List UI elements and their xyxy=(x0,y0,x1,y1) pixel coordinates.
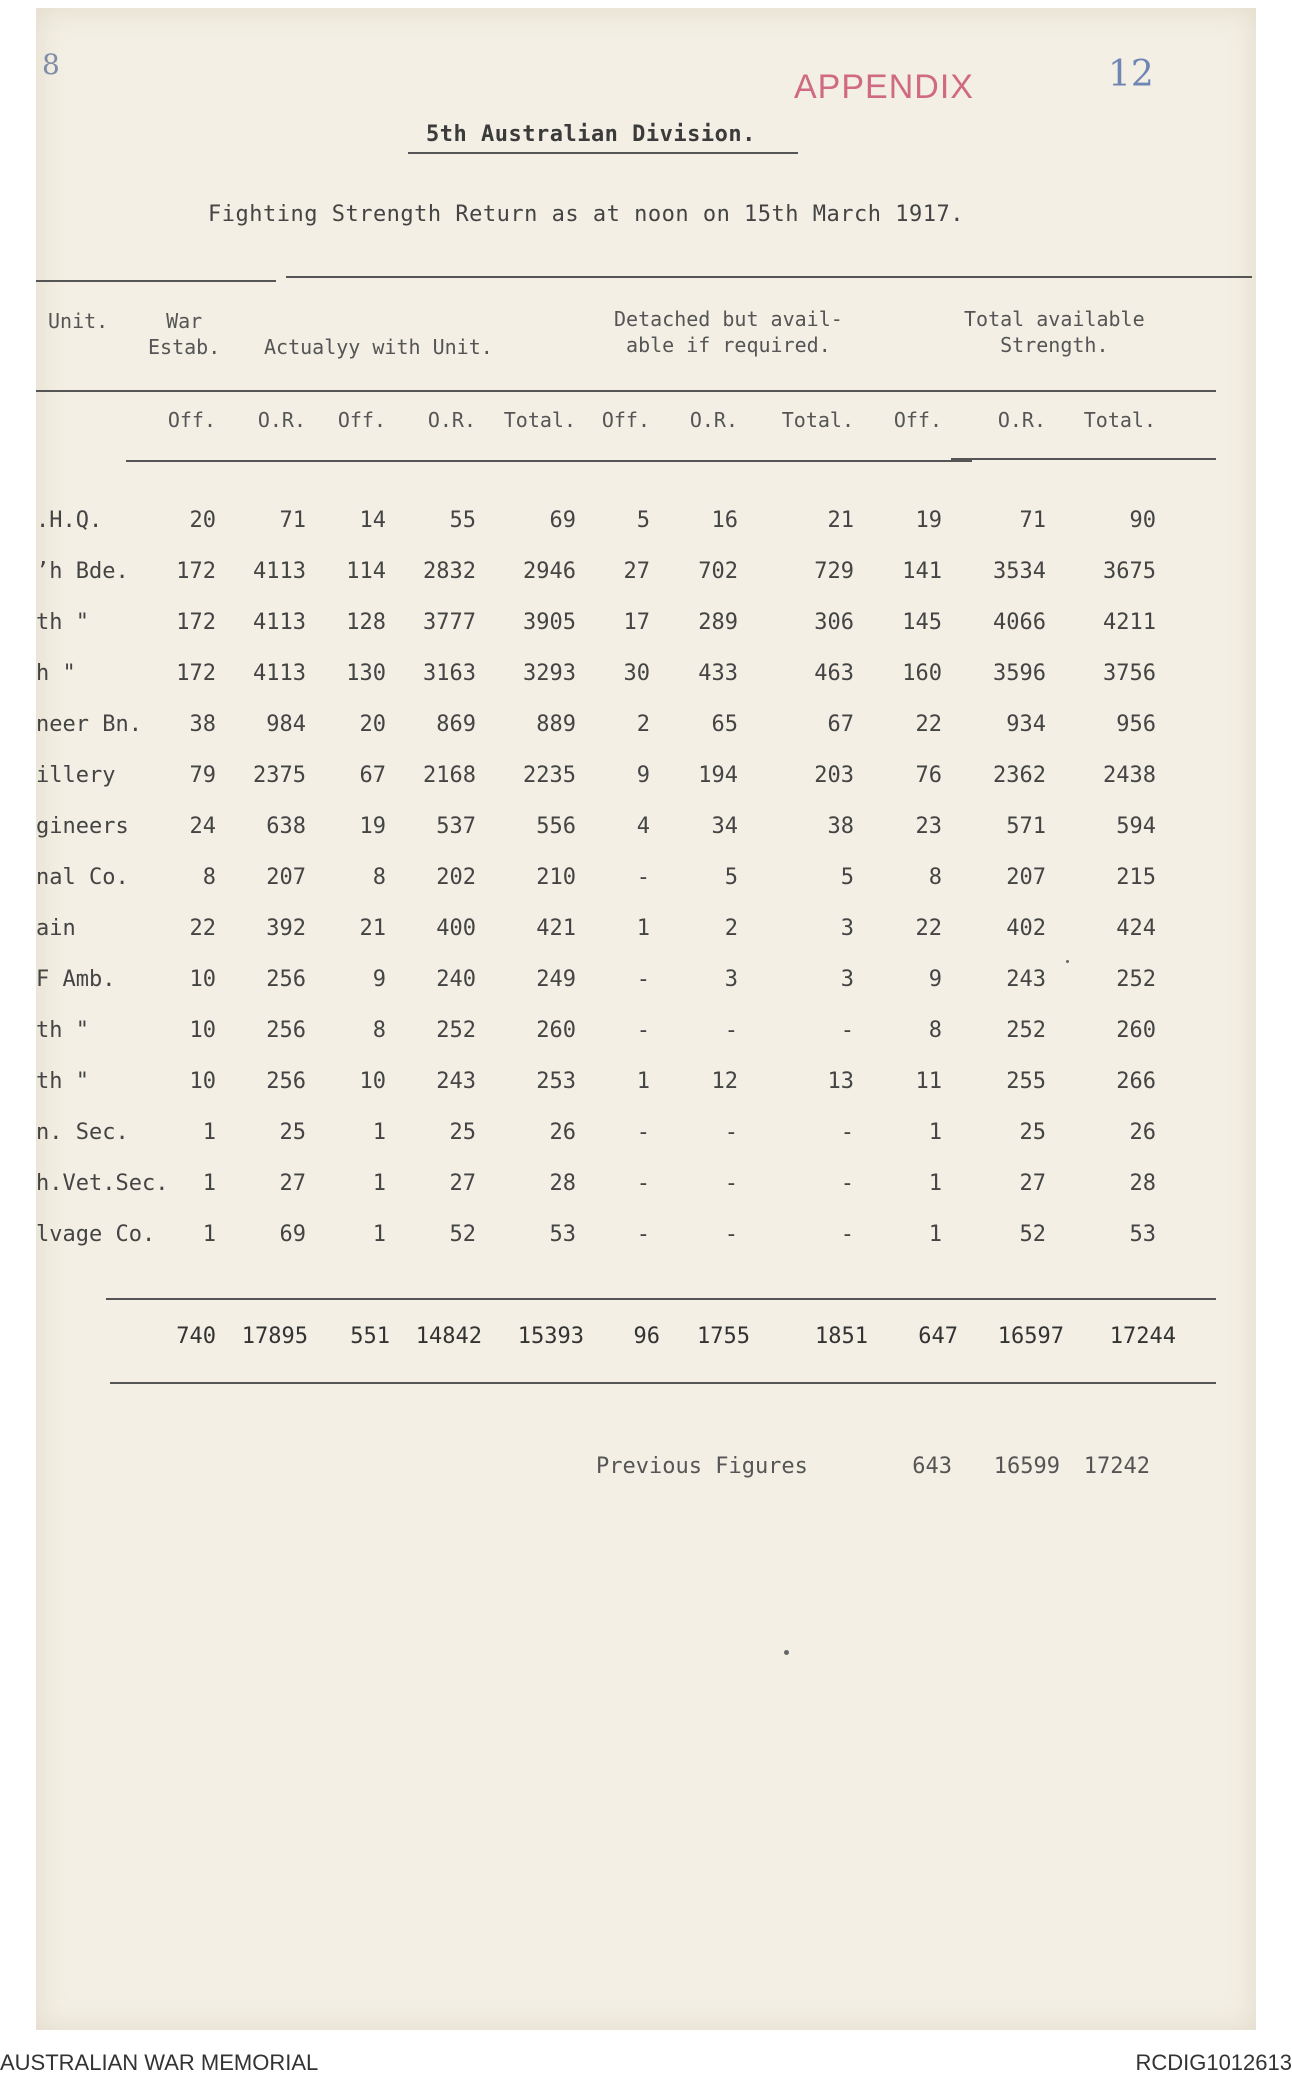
total-cell: 14842 xyxy=(415,1324,482,1349)
table-cell: 260 xyxy=(1116,1018,1156,1043)
table-cell: 4113 xyxy=(253,661,306,686)
column-header: Off. xyxy=(167,408,216,432)
table-cell: 27 xyxy=(449,1171,476,1196)
table-cell: 172 xyxy=(176,610,216,635)
previous-figures-label: Previous Figures xyxy=(596,1454,808,1479)
table-cell: 571 xyxy=(1006,814,1046,839)
previous-figure-value: 17242 xyxy=(1083,1454,1150,1479)
table-cell: 25 xyxy=(1019,1120,1046,1145)
unit-name-cell: h " xyxy=(36,661,76,686)
table-cell: 5 xyxy=(636,508,650,533)
table-cell: 25 xyxy=(279,1120,306,1145)
table-cell: 22 xyxy=(189,916,216,941)
table-cell: 4066 xyxy=(993,610,1046,635)
table-cell: 5 xyxy=(840,865,854,890)
table-cell: 160 xyxy=(902,661,942,686)
table-cell: 1 xyxy=(372,1171,386,1196)
table-cell: 421 xyxy=(536,916,576,941)
table-cell: - xyxy=(840,1120,854,1145)
unit-name-cell: n. Sec. xyxy=(36,1120,129,1145)
table-cell: 38 xyxy=(827,814,854,839)
table-cell: 243 xyxy=(436,1069,476,1094)
table-cell: 243 xyxy=(1006,967,1046,992)
table-cell: 10 xyxy=(189,1018,216,1043)
table-cell: 392 xyxy=(266,916,306,941)
footer-archive-name: AUSTRALIAN WAR MEMORIAL xyxy=(0,2050,319,2075)
table-cell: 889 xyxy=(536,712,576,737)
table-cell: 145 xyxy=(902,610,942,635)
table-cell: 3 xyxy=(840,967,854,992)
ink-dot xyxy=(1066,960,1069,963)
total-cell: 740 xyxy=(176,1324,216,1349)
table-cell: 69 xyxy=(549,508,576,533)
table-cell: 249 xyxy=(536,967,576,992)
table-cell: - xyxy=(724,1222,738,1247)
table-cell: 2 xyxy=(724,916,738,941)
table-cell: - xyxy=(840,1222,854,1247)
appendix-stamp: APPENDIX xyxy=(794,68,974,106)
table-cell: 2168 xyxy=(423,763,476,788)
table-cell: 3675 xyxy=(1103,559,1156,584)
table-cell: 194 xyxy=(698,763,738,788)
table-cell: 25 xyxy=(449,1120,476,1145)
column-header: O.R. xyxy=(257,408,306,432)
table-cell: 2832 xyxy=(423,559,476,584)
table-cell: 4113 xyxy=(253,610,306,635)
table-rule xyxy=(286,276,1252,278)
table-cell: 22 xyxy=(915,916,942,941)
table-cell: 203 xyxy=(814,763,854,788)
footer-archive-id: RCDIG1012613 xyxy=(1135,2050,1292,2075)
table-cell: - xyxy=(636,1222,650,1247)
table-cell: - xyxy=(724,1018,738,1043)
document-subtitle: Fighting Strength Return as at noon on 15th March 1917. xyxy=(208,202,964,227)
table-cell: 2362 xyxy=(993,763,1046,788)
table-cell: 3 xyxy=(724,967,738,992)
table-cell: 956 xyxy=(1116,712,1156,737)
total-cell: 647 xyxy=(918,1324,958,1349)
table-cell: 1 xyxy=(636,916,650,941)
table-cell: 172 xyxy=(176,661,216,686)
table-cell: 1 xyxy=(202,1171,216,1196)
table-cell: 252 xyxy=(1006,1018,1046,1043)
table-cell: 3756 xyxy=(1103,661,1156,686)
unit-name-cell: nal Co. xyxy=(36,865,129,890)
table-cell: 9 xyxy=(372,967,386,992)
unit-name-cell: th " xyxy=(36,1018,89,1043)
column-header: Total. xyxy=(781,408,854,432)
unit-name-cell: illery xyxy=(36,763,116,788)
header-war-estab: War Estab. xyxy=(148,309,221,359)
ink-dot xyxy=(784,1650,789,1655)
table-cell: 402 xyxy=(1006,916,1046,941)
table-cell: 253 xyxy=(536,1069,576,1094)
table-cell: 4211 xyxy=(1103,610,1156,635)
table-cell: 26 xyxy=(549,1120,576,1145)
table-cell: 1 xyxy=(928,1171,942,1196)
total-cell: 17244 xyxy=(1109,1324,1176,1349)
table-cell: 10 xyxy=(189,1069,216,1094)
table-cell: 17 xyxy=(623,610,650,635)
table-cell: 1 xyxy=(372,1120,386,1145)
total-cell: 1755 xyxy=(697,1324,750,1349)
table-rule xyxy=(126,460,972,462)
table-cell: 38 xyxy=(189,712,216,737)
table-cell: 463 xyxy=(814,661,854,686)
column-header: O.R. xyxy=(689,408,738,432)
table-cell: 71 xyxy=(279,508,306,533)
unit-name-cell: lvage Co. xyxy=(36,1222,156,1247)
column-header: Off. xyxy=(337,408,386,432)
table-cell: 556 xyxy=(536,814,576,839)
table-cell: - xyxy=(636,1171,650,1196)
table-cell: 3534 xyxy=(993,559,1046,584)
table-cell: 5 xyxy=(724,865,738,890)
document-page xyxy=(36,8,1256,2030)
total-cell: 96 xyxy=(633,1324,660,1349)
table-cell: 8 xyxy=(372,1018,386,1043)
title-underline xyxy=(408,152,798,154)
page-number: 12 xyxy=(1108,54,1154,95)
table-cell: 1 xyxy=(202,1120,216,1145)
column-header: Total. xyxy=(1083,408,1156,432)
table-cell: 8 xyxy=(928,865,942,890)
table-cell: 22 xyxy=(915,712,942,737)
table-cell: 1 xyxy=(202,1222,216,1247)
table-cell: - xyxy=(636,1120,650,1145)
table-cell: 252 xyxy=(1116,967,1156,992)
unit-name-cell: h.Vet.Sec. xyxy=(36,1171,169,1196)
column-header: O.R. xyxy=(427,408,476,432)
table-cell: 306 xyxy=(814,610,854,635)
table-rule xyxy=(951,458,1216,460)
table-cell: 53 xyxy=(1129,1222,1156,1247)
unit-name-cell: ’h Bde. xyxy=(36,559,129,584)
table-cell: - xyxy=(840,1171,854,1196)
table-cell: 252 xyxy=(436,1018,476,1043)
table-cell: 28 xyxy=(549,1171,576,1196)
table-cell: 20 xyxy=(359,712,386,737)
table-cell: 76 xyxy=(915,763,942,788)
table-cell: 26 xyxy=(1129,1120,1156,1145)
table-cell: 79 xyxy=(189,763,216,788)
table-cell: 14 xyxy=(359,508,386,533)
table-cell: 210 xyxy=(536,865,576,890)
unit-name-cell: th " xyxy=(36,1069,89,1094)
document-title: 5th Australian Division. xyxy=(426,122,756,147)
table-cell: 141 xyxy=(902,559,942,584)
table-cell: 1 xyxy=(636,1069,650,1094)
table-cell: 30 xyxy=(623,661,650,686)
table-cell: 24 xyxy=(189,814,216,839)
table-cell: - xyxy=(636,865,650,890)
table-cell: - xyxy=(636,967,650,992)
unit-name-cell: neer Bn. xyxy=(36,712,142,737)
table-cell: - xyxy=(636,1018,650,1043)
table-cell: 114 xyxy=(346,559,386,584)
table-cell: 21 xyxy=(827,508,854,533)
unit-name-cell: gineers xyxy=(36,814,129,839)
table-cell: 3596 xyxy=(993,661,1046,686)
table-cell: 27 xyxy=(623,559,650,584)
table-cell: 65 xyxy=(711,712,738,737)
table-cell: 2375 xyxy=(253,763,306,788)
table-cell: 90 xyxy=(1129,508,1156,533)
total-cell: 16597 xyxy=(997,1324,1064,1349)
total-cell: 15393 xyxy=(517,1324,584,1349)
table-cell: 1 xyxy=(928,1222,942,1247)
table-cell: 256 xyxy=(266,1069,306,1094)
total-cell: 17895 xyxy=(241,1324,308,1349)
table-cell: 20 xyxy=(189,508,216,533)
table-cell: 52 xyxy=(1019,1222,1046,1247)
table-cell: 10 xyxy=(189,967,216,992)
table-cell: 27 xyxy=(1019,1171,1046,1196)
table-cell: 2438 xyxy=(1103,763,1156,788)
unit-name-cell: F Amb. xyxy=(36,967,116,992)
table-cell: 21 xyxy=(359,916,386,941)
unit-name-cell: .H.Q. xyxy=(36,508,103,533)
table-cell: - xyxy=(724,1171,738,1196)
previous-figure-value: 643 xyxy=(912,1454,952,1479)
table-cell: 934 xyxy=(1006,712,1046,737)
table-cell: 130 xyxy=(346,661,386,686)
table-cell: 128 xyxy=(346,610,386,635)
table-cell: 172 xyxy=(176,559,216,584)
table-cell: 2 xyxy=(636,712,650,737)
table-cell: 266 xyxy=(1116,1069,1156,1094)
table-cell: 537 xyxy=(436,814,476,839)
table-cell: 3777 xyxy=(423,610,476,635)
table-cell: 594 xyxy=(1116,814,1156,839)
table-rule xyxy=(36,390,1216,392)
table-cell: 71 xyxy=(1019,508,1046,533)
header-actually-with-unit: Actualyy with Unit. xyxy=(264,335,493,359)
table-cell: 240 xyxy=(436,967,476,992)
table-cell: - xyxy=(840,1018,854,1043)
table-cell: 34 xyxy=(711,814,738,839)
table-cell: 3163 xyxy=(423,661,476,686)
table-cell: 27 xyxy=(279,1171,306,1196)
table-cell: 13 xyxy=(827,1069,854,1094)
column-header: Off. xyxy=(601,408,650,432)
unit-name-cell: ain xyxy=(36,916,76,941)
table-cell: 23 xyxy=(915,814,942,839)
table-rule xyxy=(36,280,276,282)
table-cell: 3 xyxy=(840,916,854,941)
table-cell: 207 xyxy=(1006,865,1046,890)
table-cell: 2946 xyxy=(523,559,576,584)
table-cell: 638 xyxy=(266,814,306,839)
table-cell: 255 xyxy=(1006,1069,1046,1094)
table-cell: 2235 xyxy=(523,763,576,788)
table-cell: 53 xyxy=(549,1222,576,1247)
table-cell: 289 xyxy=(698,610,738,635)
table-cell: 16 xyxy=(711,508,738,533)
table-cell: 260 xyxy=(536,1018,576,1043)
table-cell: 67 xyxy=(827,712,854,737)
table-cell: 8 xyxy=(928,1018,942,1043)
header-unit: Unit. xyxy=(48,309,109,333)
table-cell: 702 xyxy=(698,559,738,584)
header-detached: Detached but avail- able if required. xyxy=(614,307,843,357)
table-cell: 3293 xyxy=(523,661,576,686)
table-cell: 28 xyxy=(1129,1171,1156,1196)
table-cell: 424 xyxy=(1116,916,1156,941)
table-cell: 202 xyxy=(436,865,476,890)
table-cell: 52 xyxy=(449,1222,476,1247)
table-cell: 256 xyxy=(266,967,306,992)
table-cell: 19 xyxy=(915,508,942,533)
table-cell: 256 xyxy=(266,1018,306,1043)
table-rule xyxy=(106,1298,1216,1300)
table-cell: 8 xyxy=(372,865,386,890)
column-header: O.R. xyxy=(997,408,1046,432)
table-cell: 729 xyxy=(814,559,854,584)
corner-pencil-mark: 8 xyxy=(42,48,60,81)
table-cell: 12 xyxy=(711,1069,738,1094)
total-cell: 1851 xyxy=(815,1324,868,1349)
table-cell: 67 xyxy=(359,763,386,788)
table-cell: 8 xyxy=(202,865,216,890)
header-total-available: Total available Strength. xyxy=(964,307,1145,357)
table-cell: 984 xyxy=(266,712,306,737)
table-cell: 4 xyxy=(636,814,650,839)
table-rule xyxy=(110,1382,1216,1384)
previous-figure-value: 16599 xyxy=(993,1454,1060,1479)
table-cell: 69 xyxy=(279,1222,306,1247)
table-cell: 207 xyxy=(266,865,306,890)
table-cell: 3905 xyxy=(523,610,576,635)
table-cell: 10 xyxy=(359,1069,386,1094)
table-cell: 1 xyxy=(372,1222,386,1247)
column-header: Off. xyxy=(893,408,942,432)
table-cell: 1 xyxy=(928,1120,942,1145)
table-cell: 9 xyxy=(636,763,650,788)
table-cell: 9 xyxy=(928,967,942,992)
table-cell: 433 xyxy=(698,661,738,686)
table-cell: 4113 xyxy=(253,559,306,584)
table-cell: 869 xyxy=(436,712,476,737)
table-cell: - xyxy=(724,1120,738,1145)
unit-name-cell: th " xyxy=(36,610,89,635)
table-cell: 400 xyxy=(436,916,476,941)
table-cell: 215 xyxy=(1116,865,1156,890)
table-cell: 11 xyxy=(915,1069,942,1094)
table-cell: 55 xyxy=(449,508,476,533)
table-cell: 19 xyxy=(359,814,386,839)
total-cell: 551 xyxy=(350,1324,390,1349)
column-header: Total. xyxy=(503,408,576,432)
